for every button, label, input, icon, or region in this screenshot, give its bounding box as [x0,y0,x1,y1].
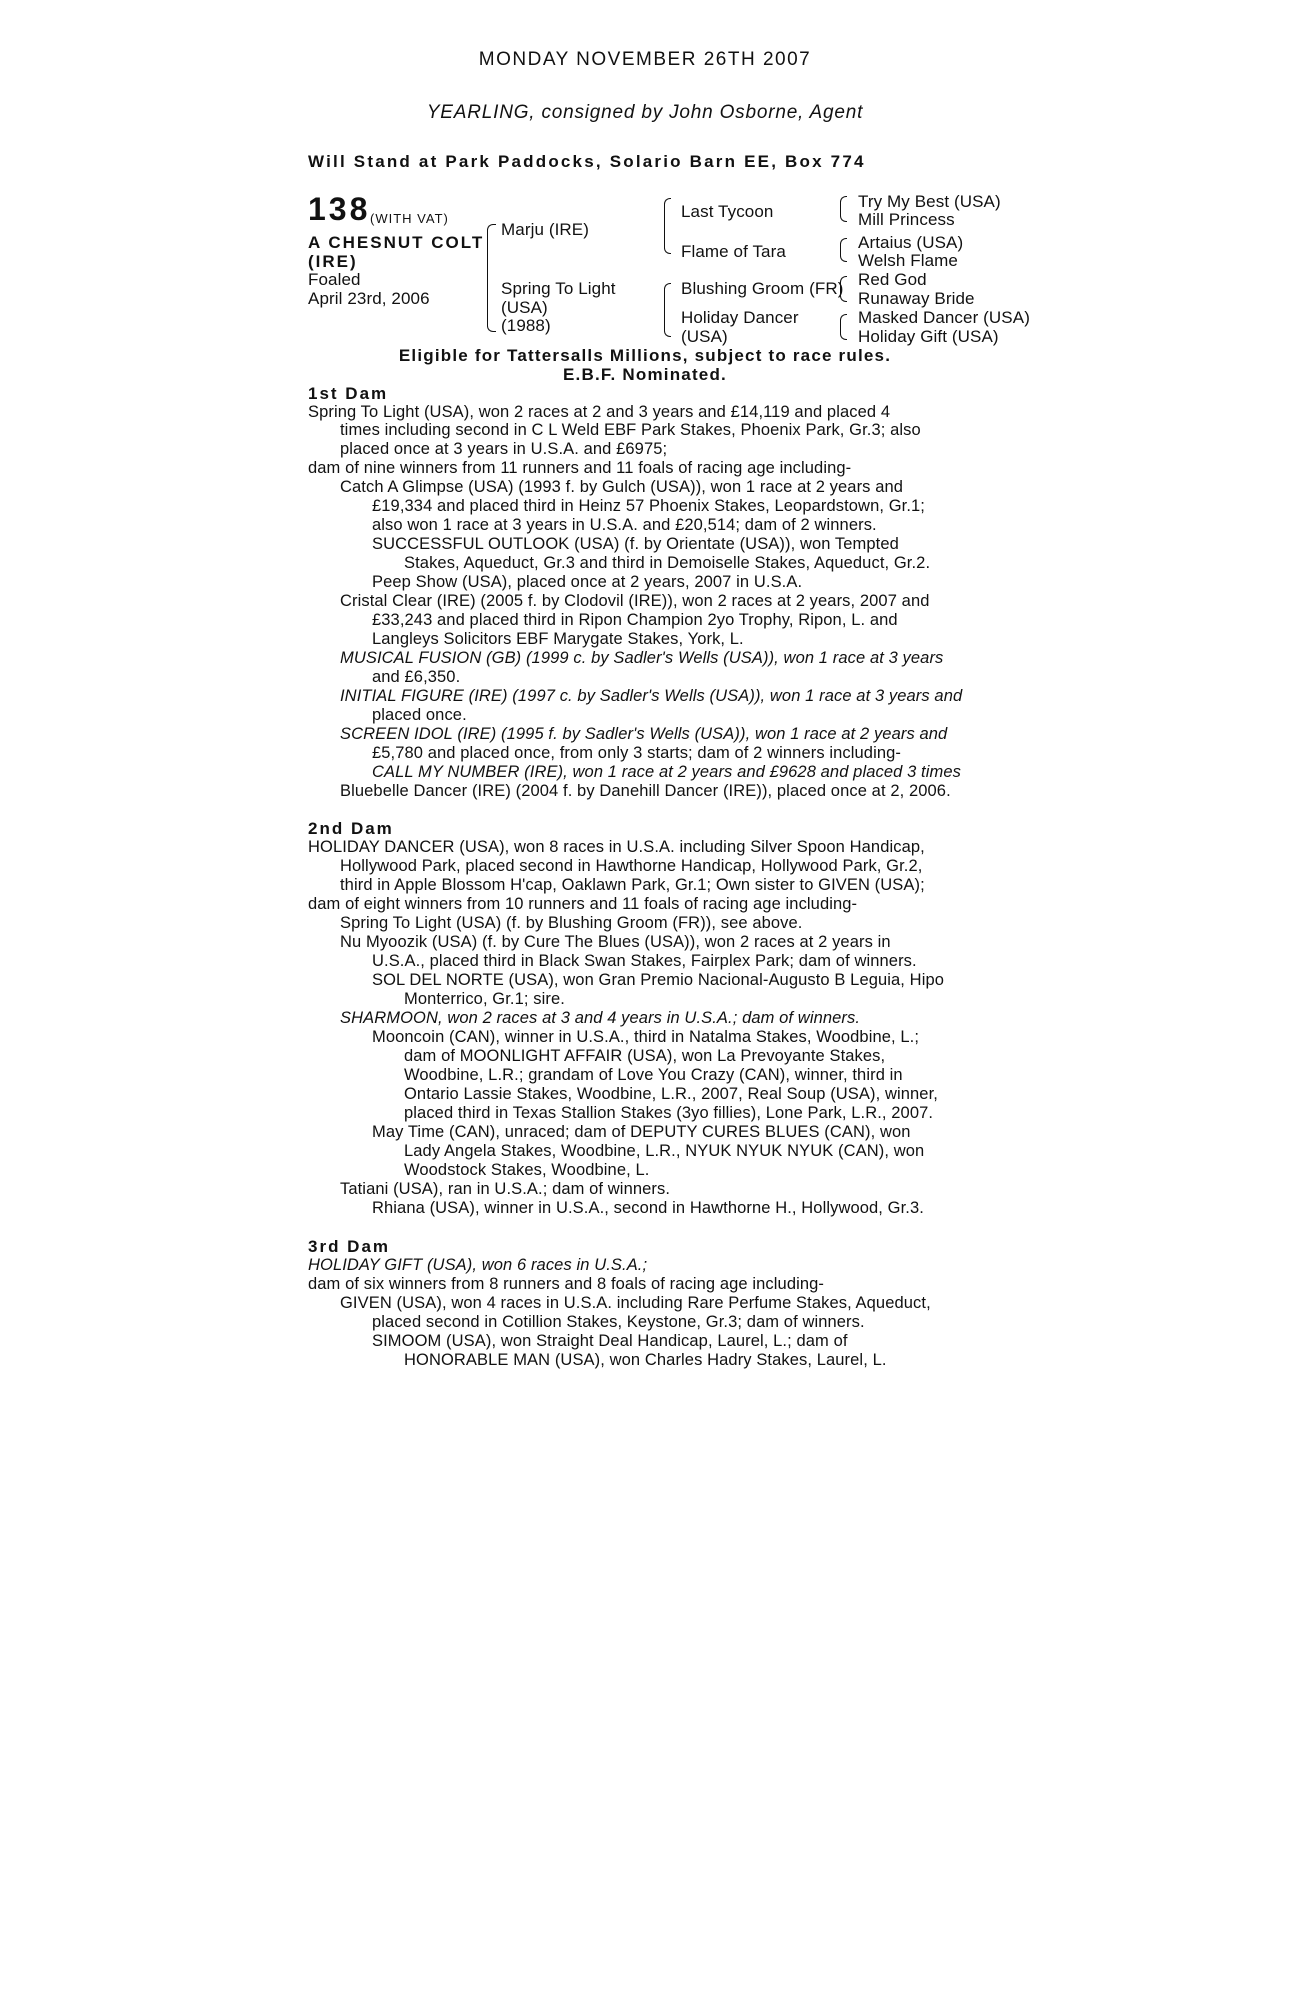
first-dam-line: £5,780 and placed once, from only 3 starts; dam of 2 winners including- [372,744,901,762]
pedigree-bracket-main [487,224,496,332]
second-dam-line: U.S.A., placed third in Black Swan Stakes, Fairplex Park; dam of winners. [372,952,917,970]
pedigree-dam-dam: Holiday Dancer [681,308,799,327]
lot-number: 138 [308,191,371,227]
second-dam-line: placed third in Texas Stallion Stakes (3yo fillies), Lone Park, L.R., 2007. [404,1104,934,1122]
first-dam-line: MUSICAL FUSION (GB) (1999 c. by Sadler's Wells (USA)), won 1 race at 3 years [340,649,944,667]
second-dam-line: Spring To Light (USA) (f. by Blushing Groom (FR)), see above. [340,914,803,932]
first-dam-line: INITIAL FIGURE (IRE) (1997 c. by Sadler's Wells (USA)), won 1 race at 3 years and [340,687,963,705]
pedigree-bracket-ss [840,196,847,222]
pedigree-dam: Spring To Light [501,279,616,298]
lot-name: A CHESNUT COLT [308,233,485,252]
first-dam-line: Bluebelle Dancer (IRE) (2004 f. by Danehill Dancer (IRE)), placed once at 2, 2006. [340,782,951,800]
second-dam-line: SHARMOON, won 2 races at 3 and 4 years in U.S.A.; dam of winners. [340,1009,861,1027]
second-dam-line: Tatiani (USA), ran in U.S.A.; dam of winners. [340,1180,671,1198]
third-dam-line: HOLIDAY GIFT (USA), won 6 races in U.S.A.; [308,1256,648,1274]
pedigree-sds: Artaius (USA) [858,233,964,252]
pedigree-sire-dam: Flame of Tara [681,242,786,261]
pedigree-dam-country: (USA) [501,298,548,317]
second-dam-line: SOL DEL NORTE (USA), won Gran Premio Nacional-Augusto B Leguia, Hipo [372,971,945,989]
pedigree-dss: Red God [858,270,927,289]
second-dam-line: Woodstock Stakes, Woodbine, L. [404,1161,650,1179]
pedigree-dam-dam-country: (USA) [681,327,728,346]
pedigree-sss: Try My Best (USA) [858,192,1001,211]
second-dam-line: Mooncoin (CAN), winner in U.S.A., third in Natalma Stakes, Woodbine, L.; [372,1028,920,1046]
first-dam-line: dam of nine winners from 11 runners and 11 foals of racing age including- [308,459,852,477]
second-dam-line: HOLIDAY DANCER (USA), won 8 races in U.S.A. including Silver Spoon Handicap, [308,838,925,856]
pedigree-bracket-dd [840,314,847,340]
first-dam-line: Langleys Solicitors EBF Marygate Stakes, York, L. [372,630,744,648]
vat-note: (WITH VAT) [370,211,449,226]
pedigree-dds: Masked Dancer (USA) [858,308,1030,327]
first-dam-heading: 1st Dam [308,384,389,403]
lot-country: (IRE) [308,252,358,271]
second-dam-line: Nu Myoozik (USA) (f. by Cure The Blues (USA)), won 2 races at 2 years in [340,933,891,951]
first-dam-line: placed once at 3 years in U.S.A. and £6975; [340,440,668,458]
second-dam-line: dam of MOONLIGHT AFFAIR (USA), won La Prevoyante Stakes, [404,1047,886,1065]
pedigree-bracket-sd [840,238,847,262]
consignor-line: YEARLING, consigned by John Osborne, Agent [426,102,864,123]
second-dam-line: dam of eight winners from 10 runners and 11 foals of racing age including- [308,895,858,913]
second-dam-line: Rhiana (USA), winner in U.S.A., second in Hawthorne H., Hollywood, Gr.3. [372,1199,924,1217]
pedigree-bracket-sire [664,198,671,254]
second-dam-line: Woodbine, L.R.; grandam of Love You Crazy (CAN), winner, third in [404,1066,903,1084]
third-dam-heading: 3rd Dam [308,1237,391,1256]
pedigree-ddd: Holiday Gift (USA) [858,327,999,346]
second-dam-line: Ontario Lassie Stakes, Woodbine, L.R., 2007, Real Soup (USA), winner, [404,1085,938,1103]
first-dam-line: Cristal Clear (IRE) (2005 f. by Clodovil (IRE)), won 2 races at 2 years, 2007 and [340,592,930,610]
second-dam-line: third in Apple Blossom H'cap, Oaklawn Park, Gr.1; Own sister to GIVEN (USA); [340,876,925,894]
first-dam-line: also won 1 race at 3 years in U.S.A. and £20,514; dam of 2 winners. [372,516,877,534]
first-dam-line: Stakes, Aqueduct, Gr.3 and third in Demoiselle Stakes, Aqueduct, Gr.2. [404,554,931,572]
first-dam-line: Catch A Glimpse (USA) (1993 f. by Gulch (USA)), won 1 race at 2 years and [340,478,904,496]
first-dam-line: £19,334 and placed third in Heinz 57 Phoenix Stakes, Leopardstown, Gr.1; [372,497,925,515]
third-dam-line: dam of six winners from 8 runners and 8 foals of racing age including- [308,1275,825,1293]
pedigree-ssd: Mill Princess [858,210,955,229]
eligibility-note: Eligible for Tattersalls Millions, subject to race rules. [398,346,892,365]
second-dam-heading: 2nd Dam [308,819,394,838]
third-dam-line: placed second in Cotillion Stakes, Keystone, Gr.3; dam of winners. [372,1313,865,1331]
pedigree-sire-sire: Last Tycoon [681,202,774,221]
first-dam-line: placed once. [372,706,467,724]
foaled-date: April 23rd, 2006 [308,289,430,308]
first-dam-line: and £6,350. [372,668,461,686]
ebf-note: E.B.F. Nominated. [563,365,727,384]
pedigree-sdd: Welsh Flame [858,251,958,270]
third-dam-line: SIMOOM (USA), won Straight Deal Handicap, Laurel, L.; dam of [372,1332,848,1350]
second-dam-line: Monterrico, Gr.1; sire. [404,990,565,1008]
second-dam-line: May Time (CAN), unraced; dam of DEPUTY CURES BLUES (CAN), won [372,1123,911,1141]
first-dam-line: SCREEN IDOL (IRE) (1995 f. by Sadler's Wells (USA)), won 1 race at 2 years and [340,725,948,743]
foaled-label: Foaled [308,270,361,289]
first-dam-line: Spring To Light (USA), won 2 races at 2 and 3 years and £14,119 and placed 4 [308,403,891,421]
pedigree-dam-sire: Blushing Groom (FR) [681,279,844,298]
first-dam-line: £33,243 and placed third in Ripon Champion 2yo Trophy, Ripon, L. and [372,611,898,629]
first-dam-line: times including second in C L Weld EBF Park Stakes, Phoenix Park, Gr.3; also [340,421,921,439]
third-dam-line: HONORABLE MAN (USA), won Charles Hadry Stakes, Laurel, L. [404,1351,887,1369]
first-dam-line: SUCCESSFUL OUTLOOK (USA) (f. by Orientate (USA)), won Tempted [372,535,899,553]
pedigree-dam-year: (1988) [501,316,551,335]
first-dam-line: CALL MY NUMBER (IRE), won 1 race at 2 years and £9628 and placed 3 times [372,763,961,781]
sale-date: MONDAY NOVEMBER 26TH 2007 [478,49,812,70]
third-dam-line: GIVEN (USA), won 4 races in U.S.A. including Rare Perfume Stakes, Aqueduct, [340,1294,931,1312]
pedigree-bracket-dam [664,283,671,337]
pedigree-dsd: Runaway Bride [858,289,975,308]
second-dam-line: Lady Angela Stakes, Woodbine, L.R., NYUK NYUK NYUK (CAN), won [404,1142,925,1160]
second-dam-line: Hollywood Park, placed second in Hawthorne Handicap, Hollywood Park, Gr.2, [340,857,923,875]
pedigree-sire: Marju (IRE) [501,220,589,239]
first-dam-line: Peep Show (USA), placed once at 2 years, 2007 in U.S.A. [372,573,803,591]
stand-location: Will Stand at Park Paddocks, Solario Barn EE, Box 774 [308,152,866,171]
